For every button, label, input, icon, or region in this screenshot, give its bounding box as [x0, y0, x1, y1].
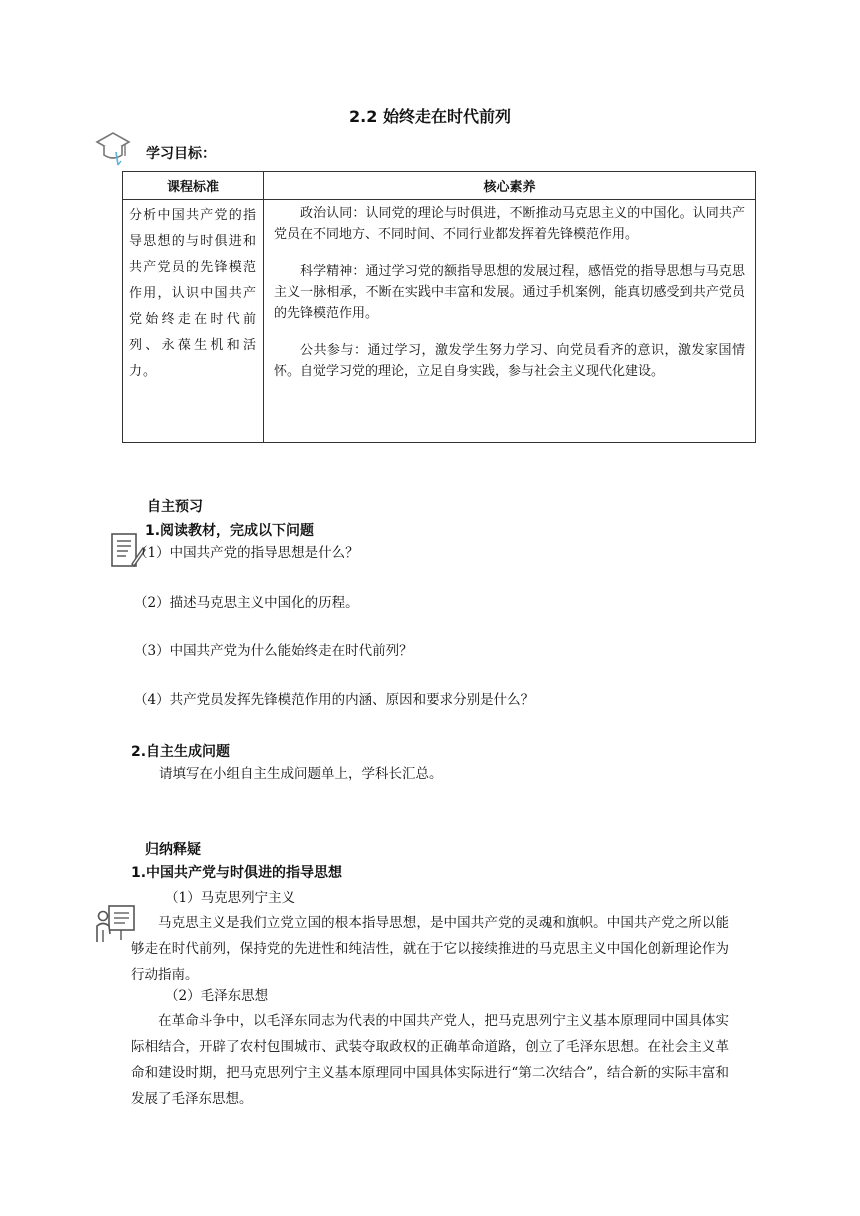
- col-header-core: 核心素养: [264, 172, 756, 200]
- self-question-heading: 2.自主生成问题: [131, 744, 231, 760]
- learning-goals-label: 学习目标：: [146, 146, 216, 162]
- question-3: （3）中国共产党为什么能始终走在时代前列？: [134, 643, 413, 659]
- item2-title: （2）毛泽东思想: [165, 988, 269, 1004]
- question-2: （2）描述马克思主义中国化的历程。: [134, 595, 359, 611]
- standard-cell: 分析中国共产党的指导思想的与时俱进和共产党员的先锋模范作用，认识中国共产党始终走在时代前列、永葆生机和活力。: [123, 200, 264, 443]
- preview-question-heading: 1.阅读教材，完成以下问题: [145, 523, 315, 539]
- core-cell: [264, 200, 756, 443]
- page-title: 2.2 始终走在时代前列: [349, 107, 511, 126]
- graduation-cap-icon: [94, 128, 132, 168]
- item1-text: 马克思主义是我们立党立国的根本指导思想，是中国共产党的灵魂和旗帜。中国共产党之所以能够走在时代前列，保持党的先进性和纯洁性，就在于它以接续推进的马克思主义中国化创新理论作为行动指南。: [131, 915, 729, 983]
- preview-heading: 自主预习: [147, 499, 203, 515]
- summary-heading: 归纳释疑: [145, 842, 201, 858]
- self-question-text: 请填写在小组自主生成问题单上，学科长汇总。: [159, 766, 443, 782]
- item2-text: 在革命斗争中，以毛泽东同志为代表的中国共产党人，把马克思列宁主义基本原理同中国具体实际相结合，开辟了农村包围城市、武装夺取政权的正确革命道路，创立了毛泽东思想。在社会主义革命和建设时期，把马克思列宁主义基本原理同中国具体实际进行“第二次结合”，结合新的实际丰富和发展了毛泽东思想。: [131, 1013, 729, 1107]
- learning-goals-table: [122, 171, 756, 443]
- core-participation: 公共参与：通过学习，激发学生努力学习、向党员看齐的意识，激发家国情怀。自觉学习党的理论，立足自身实践，参与社会主义现代化建设。: [274, 343, 745, 379]
- summary-sub-heading: 1.中国共产党与时俱进的指导思想: [131, 865, 343, 881]
- col-header-standard: 课程标准: [123, 172, 264, 200]
- question-1: （1）中国共产党的指导思想是什么？: [134, 545, 359, 561]
- item1-title: （1）马克思列宁主义: [165, 890, 296, 906]
- question-4: （4）共产党员发挥先锋模范作用的内涵、原因和要求分别是什么？: [134, 692, 535, 708]
- core-science: 科学精神：通过学习党的额指导思想的发展过程，感悟党的指导思想与马克思主义一脉相承，不断在实践中丰富和发展。通过手机案例，能真切感受到共产党员的先锋模范作用。: [274, 264, 745, 321]
- core-political: 政治认同：认同党的理论与时俱进，不断推动马克思主义的中国化。认同共产党员在不同地方、不同时间、不同行业都发挥着先锋模范作用。: [274, 206, 745, 242]
